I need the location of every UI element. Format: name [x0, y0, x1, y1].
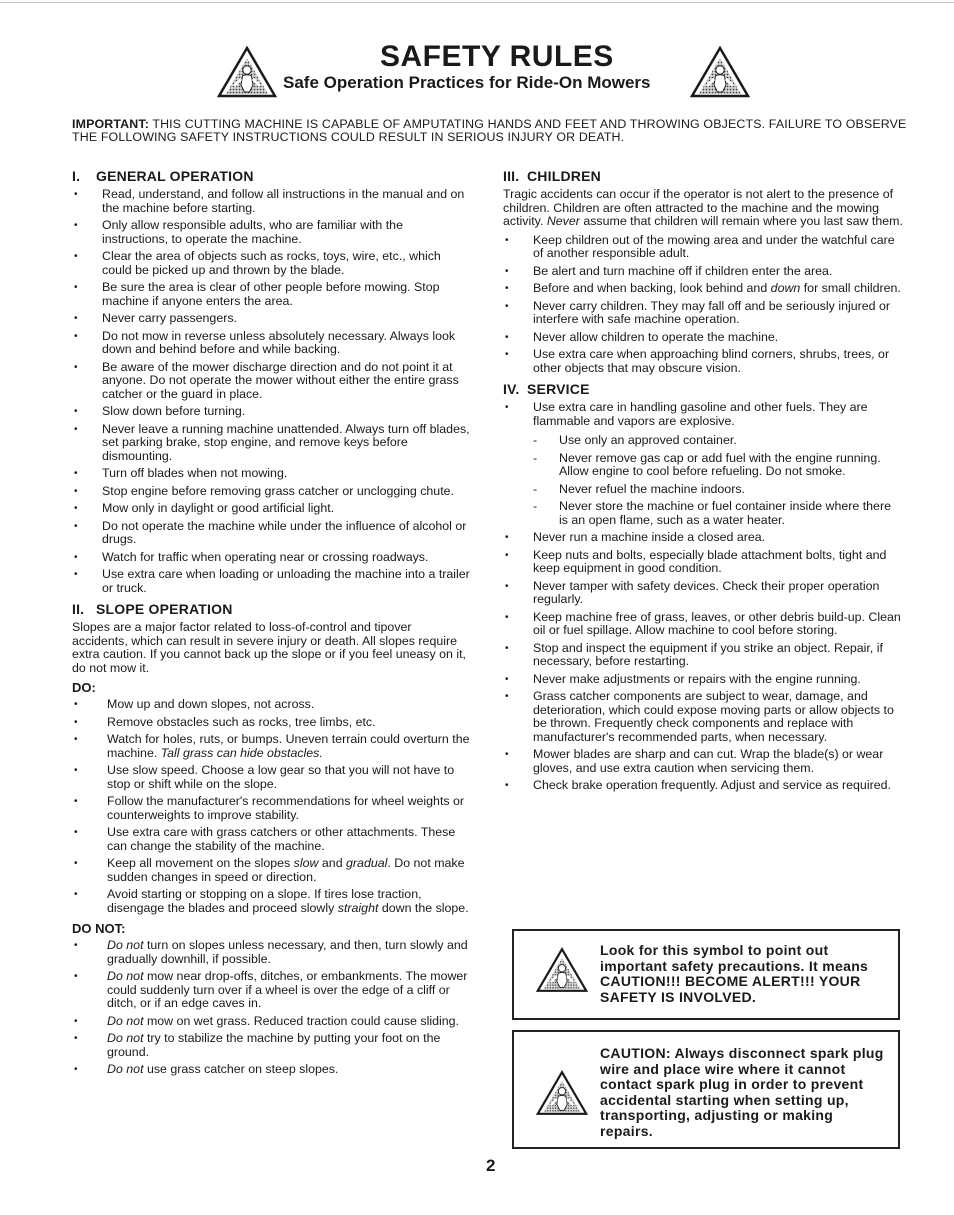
sub-list-item: - Use only an approved container. — [503, 434, 903, 448]
left-column — [72, 168, 470, 1083]
list-item: • Do not mow near drop-offs, ditches, or embankments. The mower could suddenly turn over if a wheel is over the edge of a cliff or ditch, or if an edge caves in. — [72, 970, 470, 1011]
fuel-sublist — [503, 434, 903, 527]
warning-triangle-icon — [536, 947, 588, 993]
list-item: • Use extra care in handling gasoline and other fuels. They are flammable and vapors are explosive. — [503, 401, 903, 428]
list-item: • Be aware of the mower discharge direction and do not point it at anyone. Do not operate the mower without either the entire grass catcher or the guard in place. — [72, 361, 470, 402]
section-number: I. — [72, 168, 81, 184]
list-item: • Never allow children to operate the machine. — [503, 331, 903, 345]
list-item: • Keep machine free of grass, leaves, or other debris build-up. Clean oil or fuel spillage. Allow machine to cool before storing. — [503, 611, 903, 638]
section-number: III. — [503, 168, 520, 184]
children-list — [503, 234, 903, 376]
children-intro: Tragic accidents can occur if the operator is not alert to the presence of children. Children are often attracted to the machine and the mowing activity. Never assume that children will remain where you last saw them. — [503, 187, 903, 228]
do-label: DO: — [72, 680, 96, 695]
important-label: IMPORTANT: — [72, 117, 149, 131]
list-item: • Do not mow in reverse unless absolutely necessary. Always look down and behind before and while backing. — [72, 330, 470, 357]
section-title: SERVICE — [527, 381, 590, 397]
section-title: SLOPE OPERATION — [96, 601, 233, 617]
list-item: • Turn off blades when not mowing. — [72, 467, 470, 481]
list-item: • Never leave a running machine unattended. Always turn off blades, set parking brake, stop engine, and remove keys before dismounting. — [72, 423, 470, 464]
do-not-label: DO NOT: — [72, 921, 126, 936]
list-item: • Mow only in daylight or good artificial light. — [72, 502, 470, 516]
list-item: • Do not try to stabilize the machine by putting your foot on the ground. — [72, 1032, 470, 1059]
general-list — [72, 188, 470, 595]
list-item: • Be sure the area is clear of other people before mowing. Stop machine if anyone enters the area. — [72, 281, 470, 308]
list-item: • Before and when backing, look behind and down for small children. — [503, 282, 903, 296]
service-list-continued — [503, 531, 903, 793]
section-number: II. — [72, 601, 85, 617]
caution-notice — [512, 1030, 900, 1149]
list-item: • Mow up and down slopes, not across. — [72, 698, 470, 712]
list-item: • Watch for traffic when operating near or crossing roadways. — [72, 551, 470, 565]
top-rule — [0, 2, 954, 3]
list-item: • Clear the area of objects such as rocks, toys, wire, etc., which could be picked up and thrown by the blade. — [72, 250, 470, 277]
list-item: • Avoid starting or stopping on a slope. If tires lose traction, disengage the blades and proceed slowly straight down the slope. — [72, 888, 470, 915]
list-item: • Mower blades are sharp and can cut. Wrap the blade(s) or wear gloves, and use extra caution when servicing them. — [503, 748, 903, 775]
list-item: • Use extra care with grass catchers or other attachments. These can change the stability of the machine. — [72, 826, 470, 853]
list-item: • Follow the manufacturer's recommendations for wheel weights or counterweights to improve stability. — [72, 795, 470, 822]
list-item: • Never run a machine inside a closed area. — [503, 531, 903, 545]
list-item: • Do not use grass catcher on steep slopes. — [72, 1063, 470, 1077]
list-item: • Do not operate the machine while under the influence of alcohol or drugs. — [72, 520, 470, 547]
section-number: IV. — [503, 381, 520, 397]
list-item: • Be alert and turn machine off if children enter the area. — [503, 265, 903, 279]
section-title: GENERAL OPERATION — [96, 168, 254, 184]
slope-intro: Slopes are a major factor related to loss-of-control and tipover accidents, which can result in severe injury or death. All slopes require extra caution. If you cannot back up the slope or if you feel uneasy on it, do not mow it. — [72, 620, 466, 675]
list-item: • Remove obstacles such as rocks, tree limbs, etc. — [72, 716, 470, 730]
sub-list-item: - Never refuel the machine indoors. — [503, 483, 903, 497]
section-children-heading — [503, 168, 903, 184]
sub-list-item: - Never store the machine or fuel container inside where there is an open flame, such as a water heater. — [503, 500, 903, 527]
list-item: • Use slow speed. Choose a low gear so that you will not have to stop or shift while on the slope. — [72, 764, 470, 791]
section-slope-heading — [72, 601, 470, 617]
list-item: • Never tamper with safety devices. Check their proper operation regularly. — [503, 580, 903, 607]
do-not-list — [72, 939, 470, 1077]
right-column — [503, 168, 903, 799]
list-item: • Keep all movement on the slopes slow and gradual. Do not make sudden changes in speed or direction. — [72, 857, 470, 884]
list-item: • Slow down before turning. — [72, 405, 470, 419]
list-item: • Do not turn on slopes unless necessary, and then, turn slowly and gradually downhill, if possible. — [72, 939, 470, 966]
list-item: • Keep children out of the mowing area and under the watchful care of another responsible adult. — [503, 234, 903, 261]
section-title: CHILDREN — [527, 168, 601, 184]
service-list — [503, 401, 903, 428]
list-item: • Never carry children. They may fall off and be seriously injured or interfere with safe machine operation. — [503, 300, 903, 327]
list-item: • Stop engine before removing grass catcher or unclogging chute. — [72, 485, 470, 499]
section-general-heading — [72, 168, 470, 184]
page-number: 2 — [486, 1156, 496, 1175]
caution-text: CAUTION: Always disconnect spark plug wire and place wire where it cannot contact spark plug in order to prevent accidental starting when setting up, transporting, adjusting or making repairs. — [600, 1045, 884, 1139]
list-item: • Watch for holes, ruts, or bumps. Uneven terrain could overturn the machine. Tall grass can hide obstacles. — [72, 733, 470, 760]
warning-triangle-icon — [217, 46, 277, 98]
list-item: • Stop and inspect the equipment if you strike an object. Repair, if necessary, before restarting. — [503, 642, 903, 669]
warning-triangle-icon — [536, 1070, 588, 1116]
list-item: • Keep nuts and bolts, especially blade attachment bolts, tight and keep equipment in good condition. — [503, 549, 903, 576]
important-notice — [72, 118, 912, 144]
safety-symbol-notice — [512, 929, 900, 1020]
warning-triangle-icon — [690, 46, 750, 98]
page-subtitle: Safe Operation Practices for Ride-On Mowers — [283, 73, 651, 92]
notice-text: Look for this symbol to point out important safety precautions. It means CAUTION!!! BECOME ALERT!!! YOUR SAFETY IS INVOLVED. — [600, 942, 869, 1005]
section-service-heading — [503, 381, 903, 397]
list-item: • Never carry passengers. — [72, 312, 470, 326]
list-item: • Use extra care when approaching blind corners, shrubs, trees, or other objects that may obscure vision. — [503, 348, 903, 375]
list-item: • Do not mow on wet grass. Reduced traction could cause sliding. — [72, 1015, 470, 1029]
sub-list-item: - Never remove gas cap or add fuel with the engine running. Allow engine to cool before refueling. Do not smoke. — [503, 452, 903, 479]
page-title: SAFETY RULES — [380, 40, 614, 73]
important-text: THIS CUTTING MACHINE IS CAPABLE OF AMPUTATING HANDS AND FEET AND THROWING OBJECTS. FAILURE TO OBSERVE THE FOLLOWING SAFETY INSTRUCTIONS COULD RESULT IN SERIOUS INJURY OR DEATH. — [72, 117, 907, 144]
list-item: • Never make adjustments or repairs with the engine running. — [503, 673, 903, 687]
list-item: • Grass catcher components are subject to wear, damage, and deterioration, which could expose moving parts or allow objects to be thrown. Frequently check components and replace with manufacturer's recommended parts, when necessary. — [503, 690, 903, 744]
list-item: • Use extra care when loading or unloading the machine into a trailer or truck. — [72, 568, 470, 595]
do-list — [72, 698, 470, 915]
list-item: • Read, understand, and follow all instructions in the manual and on the machine before starting. — [72, 188, 470, 215]
list-item: • Only allow responsible adults, who are familiar with the instructions, to operate the machine. — [72, 219, 470, 246]
list-item: • Check brake operation frequently. Adjust and service as required. — [503, 779, 903, 793]
